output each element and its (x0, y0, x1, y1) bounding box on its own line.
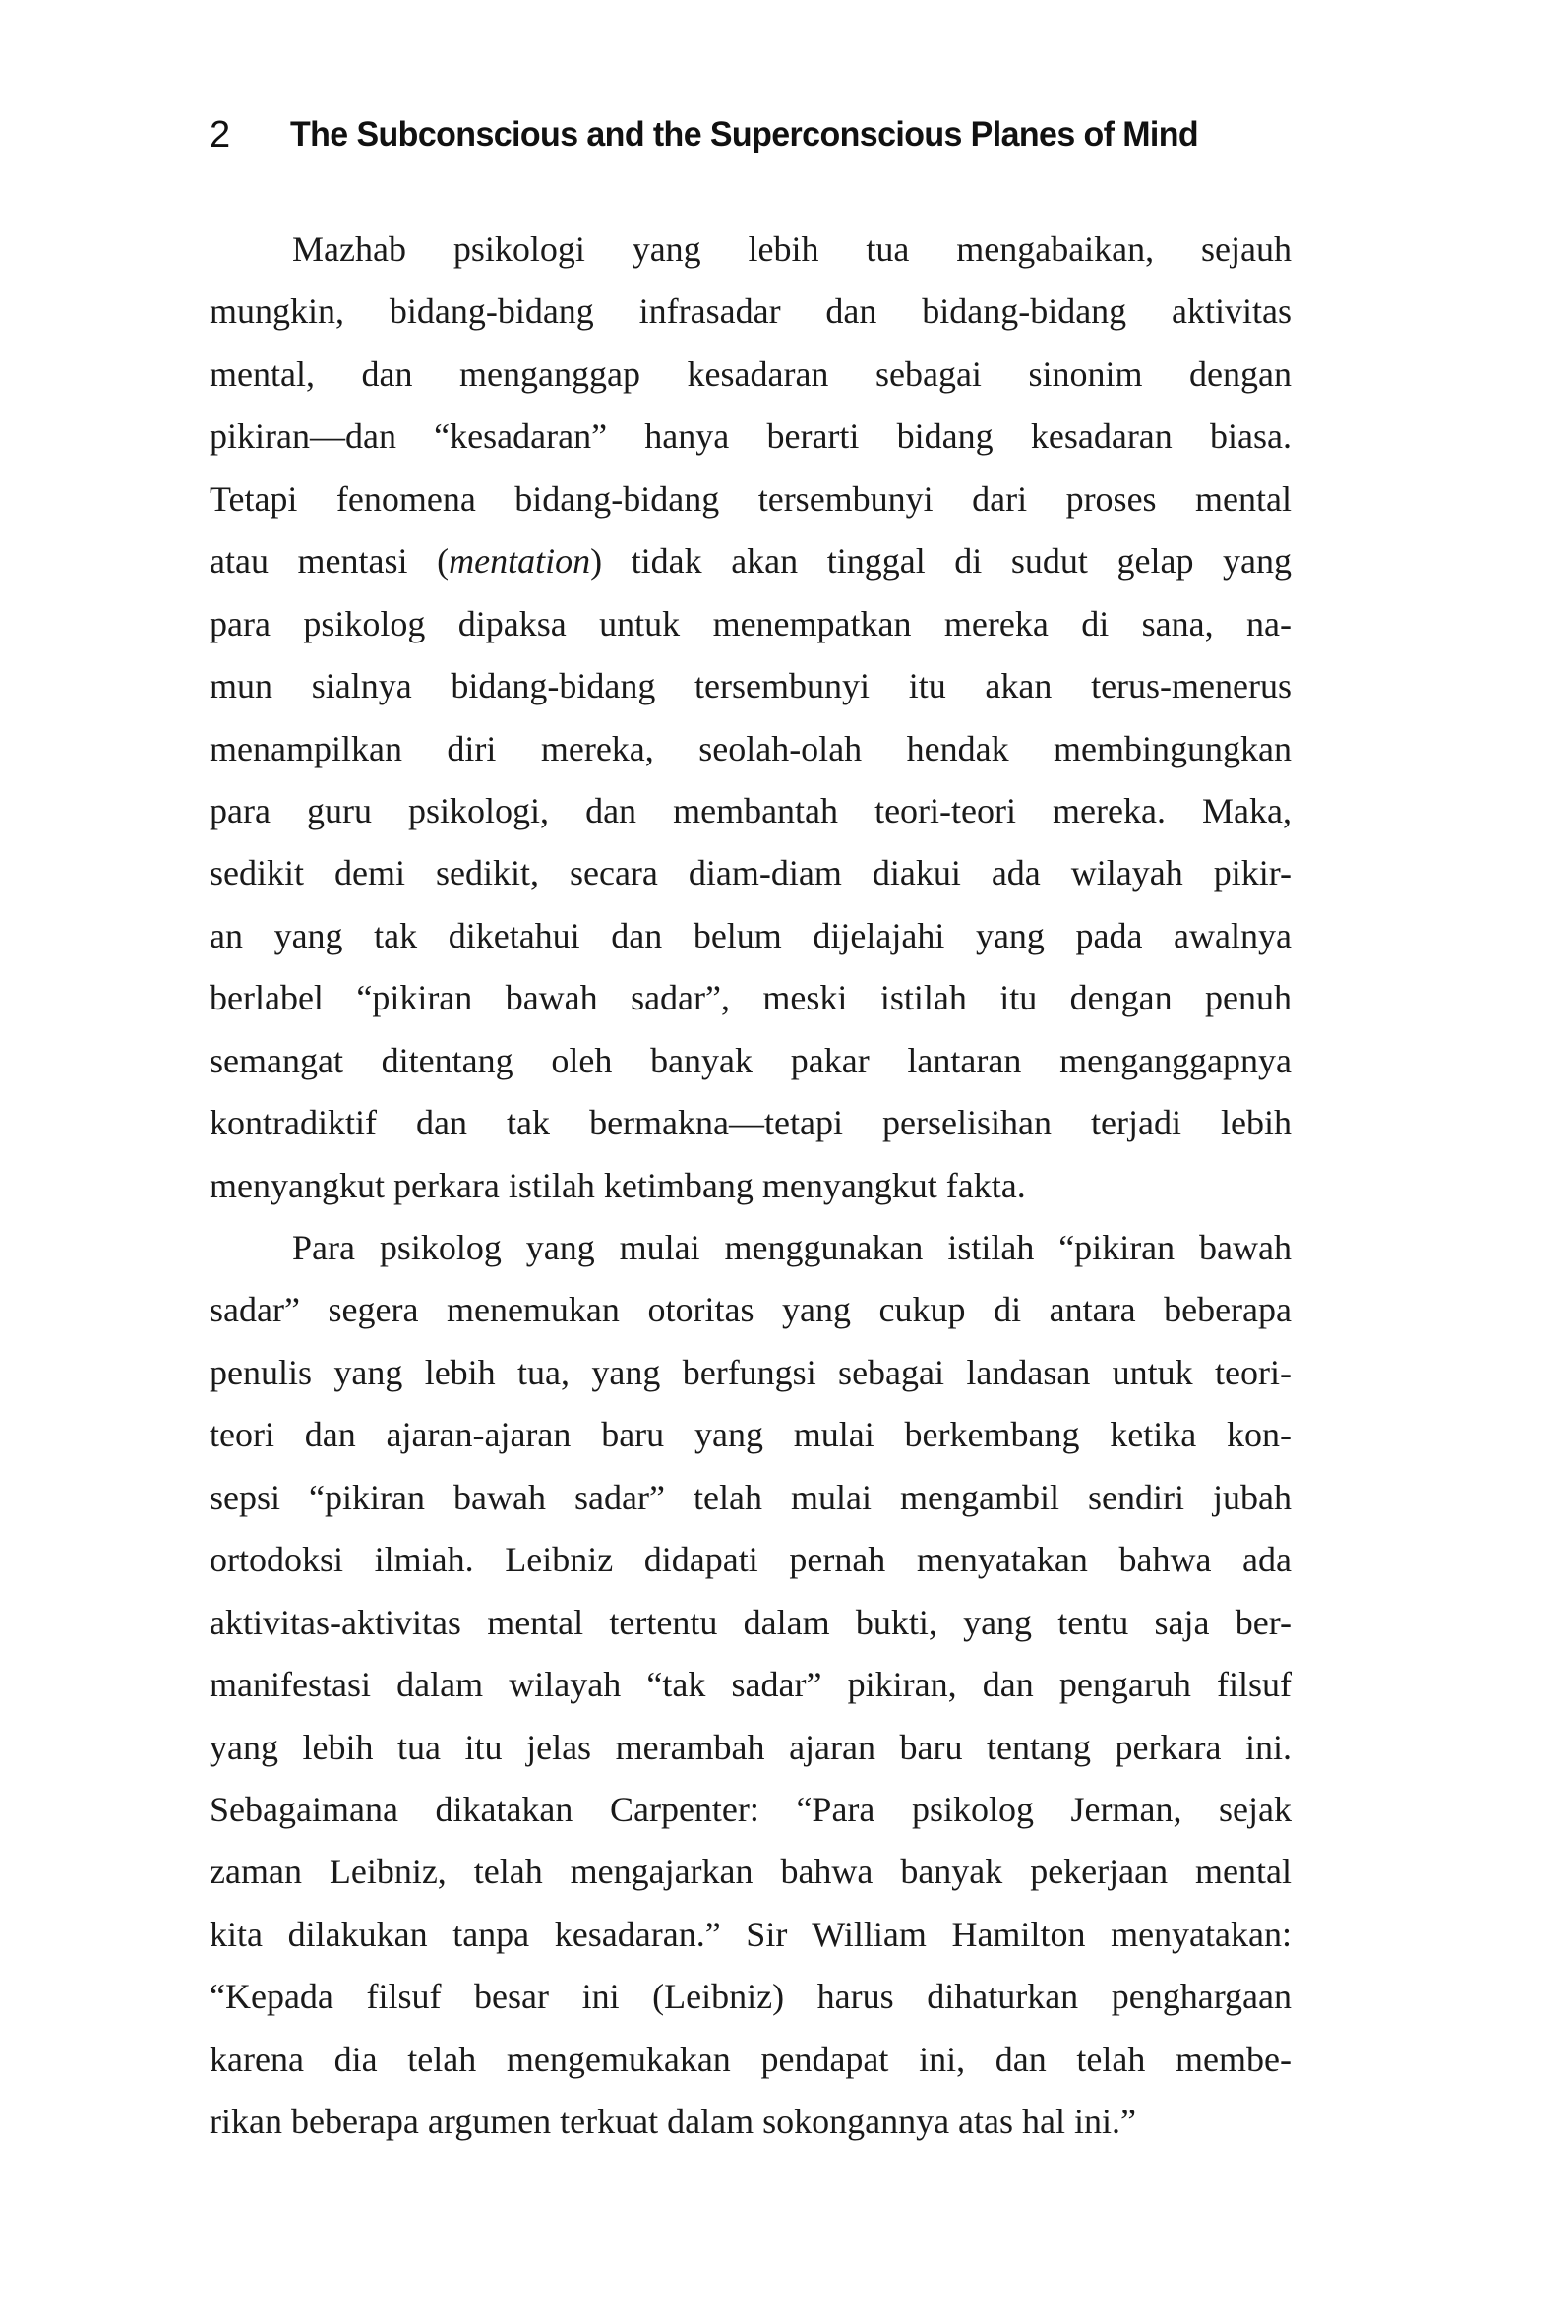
text-line: mun sialnya bidang-bidang tersembunyi itu akan terus-menerus (210, 666, 1292, 706)
paragraph (210, 218, 1292, 1217)
text-line: zaman Leibniz, telah mengajarkan bahwa banyak pekerjaan mental (210, 1852, 1292, 1892)
text-line: pikiran—dan “kesadaran” hanya berarti bidang kesadaran biasa. (210, 416, 1292, 457)
text-line: Para psikolog yang mulai menggunakan istilah “pikiran bawah (292, 1228, 1292, 1267)
text-line: manifestasi dalam wilayah “tak sadar” pikiran, dan pengaruh filsuf (210, 1665, 1292, 1705)
text-line: para psikolog dipaksa untuk menempatkan mereka di sana, na- (210, 603, 1292, 643)
running-head (210, 110, 1292, 159)
text-line: Tetapi fenomena bidang-bidang tersembunyi dari proses mental (210, 478, 1292, 519)
text-line: berlabel “pikiran bawah sadar”, meski istilah itu dengan penuh (210, 978, 1292, 1018)
text-line: kontradiktif dan tak bermakna—tetapi perselisihan terjadi lebih (210, 1103, 1292, 1143)
text-line: sedikit demi sedikit, secara diam-diam diakui ada wilayah pikir- (210, 853, 1292, 893)
text-line: “Kepada filsuf besar ini (Leibniz) harus dihaturkan penghargaan (210, 1977, 1292, 2017)
running-head-title: The Subconscious and the Superconscious Planes of Mind (290, 115, 1199, 153)
text-line: kita dilakukan tanpa kesadaran.” Sir William Hamilton menyatakan: (210, 1914, 1292, 1954)
text-line: mental, dan menganggap kesadaran sebagai sinonim dengan (210, 353, 1292, 394)
emphasis-term: mentation (449, 541, 591, 581)
text-line: sepsi “pikiran bawah sadar” telah mulai mengambil sendiri jubah (210, 1477, 1292, 1517)
text-line: karena dia telah mengemukakan pendapat ini, dan telah membe- (210, 2039, 1292, 2079)
paragraph (210, 1217, 1292, 2154)
text-line: atau mentasi (mentation) tidak akan tinggal di sudut gelap yang (210, 541, 1293, 581)
text-line: menampilkan diri mereka, seolah-olah hendak membingungkan (210, 728, 1292, 768)
body-text (210, 218, 1292, 2154)
text-line: sadar” segera menemukan otoritas yang cukup di antara beberapa (210, 1290, 1292, 1330)
text-line: mungkin, bidang-bidang infrasadar dan bidang-bidang aktivitas (210, 291, 1292, 332)
text-line: semangat ditentang oleh banyak pakar lantaran menganggapnya (210, 1040, 1292, 1080)
text-line: ortodoksi ilmiah. Leibniz didapati pernah menyatakan bahwa ada (210, 1540, 1292, 1580)
text-line: Mazhab psikologi yang lebih tua mengabaikan, sejauh (292, 229, 1292, 269)
page-number: 2 (210, 114, 231, 155)
text-line: an yang tak diketahui dan belum dijelajahi yang pada awalnya (210, 915, 1292, 955)
text-line: yang lebih tua itu jelas merambah ajaran baru tentang perkara ini. (210, 1727, 1292, 1767)
text-line: menyangkut perkara istilah ketimbang menyangkut fakta. (210, 1165, 1026, 1205)
text-line: rikan beberapa argumen terkuat dalam sokongannya atas hal ini.” (210, 2102, 1136, 2142)
text-line: Sebagaimana dikatakan Carpenter: “Para psikolog Jerman, sejak (210, 1789, 1292, 1829)
text-line: teori dan ajaran-ajaran baru yang mulai berkembang ketika kon- (210, 1415, 1292, 1455)
text-line: penulis yang lebih tua, yang berfungsi sebagai landasan untuk teori- (210, 1352, 1292, 1392)
text-line: aktivitas-aktivitas mental tertentu dalam bukti, yang tentu saja ber- (210, 1602, 1292, 1642)
text-line: para guru psikologi, dan membantah teori-teori mereka. Maka, (210, 790, 1292, 830)
